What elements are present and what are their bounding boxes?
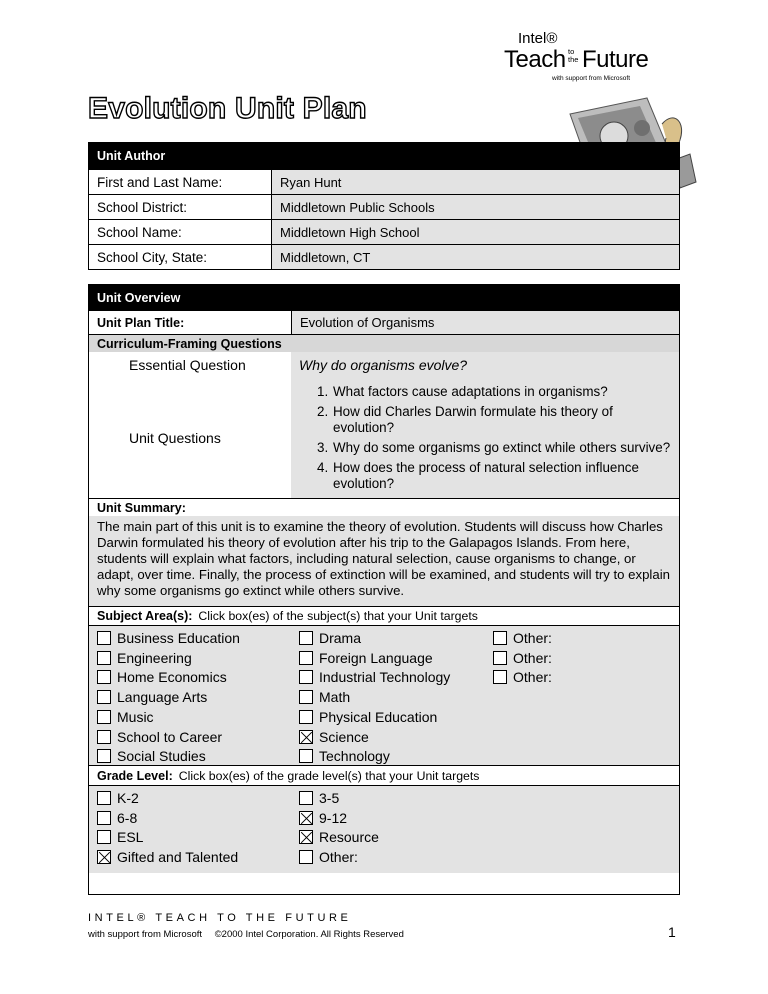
logo-intel-text: Intel® [518,30,558,47]
author-row-label: School District: [97,199,188,215]
checkbox-option[interactable] [97,748,206,764]
unit-question-item: 1. What factors cause adaptations in organisms? [317,384,608,399]
logo-to-the-text: to the [568,47,579,64]
footer-brand: INTEL® TEACH TO THE FUTURE [88,912,352,924]
checked-checkbox-icon[interactable] [299,730,313,744]
checkbox-option[interactable] [299,849,358,865]
checkbox-icon[interactable] [299,850,313,864]
checkbox-option[interactable] [97,810,137,826]
checkbox-icon[interactable] [97,730,111,744]
unit-question-item: 2. How did Charles Darwin formulate his theory of evolution? [317,404,613,435]
checkbox-label: School to Career [117,728,223,745]
grade-level-hint: Click box(es) of the grade level(s) that your Unit targets [178,768,480,783]
curriculum-framing-questions-label: Curriculum-Framing Questions [89,334,679,352]
checkbox-option[interactable] [97,849,238,865]
unit-overview-table [88,284,680,895]
unit-summary-label: Unit Summary: [89,498,679,516]
checkbox-label: Language Arts [117,689,208,706]
checkbox-icon[interactable] [97,651,111,665]
checkbox-option[interactable] [97,689,207,705]
checkbox-label: Social Studies [117,748,206,765]
author-row [89,244,679,269]
checkbox-label: Industrial Technology [319,669,451,686]
footer-copyright: ©2000 Intel Corporation. All Rights Reserved [214,929,404,940]
checkbox-icon[interactable] [299,670,313,684]
checkbox-option[interactable] [97,790,139,806]
checked-checkbox-icon[interactable] [299,811,313,825]
checkbox-label: Other: [513,669,552,686]
checkbox-icon[interactable] [97,811,111,825]
essential-question-label: Essential Question [129,357,246,373]
checkbox-icon[interactable] [299,690,313,704]
checkbox-option[interactable] [299,810,347,826]
subject-area-row [89,606,679,625]
checkbox-icon[interactable] [299,631,313,645]
logo-support-text: with support from Microsoft [552,75,631,82]
checkbox-option[interactable] [299,669,450,685]
checkbox-option[interactable] [299,729,369,745]
checkbox-icon[interactable] [97,830,111,844]
checkbox-icon[interactable] [493,651,507,665]
checkbox-option[interactable] [97,829,143,845]
checkbox-icon[interactable] [97,791,111,805]
unit-questions-list[interactable] [291,378,679,498]
footer-support-line [88,929,404,940]
checkbox-option[interactable] [97,650,192,666]
checked-checkbox-icon[interactable] [97,850,111,864]
unit-questions-label: Unit Questions [129,430,221,446]
page-number: 1 [668,924,676,940]
checkbox-option[interactable] [299,630,361,646]
grade-level-row [89,765,679,785]
checkbox-label: ESL [117,829,144,846]
checkbox-option[interactable] [299,829,379,845]
checkbox-label: 9-12 [319,809,348,826]
checkbox-label: Business Education [117,630,240,646]
subject-area-label: Subject Area(s): [97,609,193,623]
checkbox-icon[interactable] [97,749,111,763]
checkbox-icon[interactable] [299,651,313,665]
unit-author-header: Unit Author [89,143,679,169]
checkbox-icon[interactable] [97,690,111,704]
logo-future-text: Future [582,46,649,73]
author-row-value[interactable]: Middletown Public Schools [271,195,679,219]
unit-plan-title-label: Unit Plan Title: [97,315,185,330]
checkbox-icon[interactable] [299,791,313,805]
unit-plan-title-value[interactable]: Evolution of Organisms [291,311,679,334]
checkbox-label: Other: [513,630,552,646]
checkbox-icon[interactable] [97,670,111,684]
author-row-label: First and Last Name: [97,174,223,190]
checkbox-option[interactable] [97,729,222,745]
unit-plan-title-row [89,310,679,334]
author-row-value[interactable]: Middletown High School [271,220,679,244]
grade-level-label: Grade Level: [97,768,173,783]
checkbox-label: Gifted and Talented [117,849,239,866]
checkbox-option[interactable] [299,748,390,764]
checkbox-option[interactable] [299,790,339,806]
checkbox-option[interactable] [299,709,437,725]
checkbox-option[interactable] [97,669,227,685]
checkbox-icon[interactable] [97,710,111,724]
checkbox-option[interactable] [299,650,433,666]
checkbox-option[interactable] [97,630,240,646]
checkbox-option[interactable] [299,689,350,705]
unit-summary-text[interactable]: The main part of this unit is to examine the theory of evolution. Students will discuss how Charles Darwin formulated his theory of evolution after his trip to the Galapagos Islands. From here, students will explain what factors, including natural selection, cause organisms to change, or adapt, over time. Finally, the process of extinction will be examined, and students will try to explain why some organisms go extinct while others survive. [89,516,679,606]
checkbox-icon[interactable] [97,631,111,645]
checkbox-option[interactable] [97,709,154,725]
author-row [89,194,679,219]
author-row-label: School Name: [97,224,182,240]
unit-questions-row [89,378,679,498]
author-row [89,169,679,194]
subject-area-hint: Click box(es) of the subject(s) that your Unit targets [198,609,478,623]
checkbox-label: Math [319,689,351,706]
essential-question-row [89,352,679,378]
checkbox-option[interactable] [493,650,552,666]
checkbox-label: 6-8 [117,809,138,826]
checkbox-label: Physical Education [319,708,438,725]
logo-teach-text: Teach [504,46,566,73]
checkbox-label: Engineering [117,649,192,666]
checkbox-label: Science [319,728,369,745]
unit-author-table [88,142,680,270]
checkbox-icon[interactable] [299,749,313,763]
checkbox-label: Resource [319,829,379,846]
page-footer [88,912,404,940]
checked-checkbox-icon[interactable] [299,830,313,844]
checkbox-label: 3-5 [319,790,340,806]
checkbox-icon[interactable] [299,710,313,724]
page-title: Evolution Unit Plan [88,92,367,125]
checkbox-label: Foreign Language [319,649,433,666]
unit-overview-header: Unit Overview [89,285,679,310]
checkbox-icon[interactable] [493,631,507,645]
checkbox-label: Other: [319,849,358,866]
author-row-value[interactable]: Middletown, CT [271,245,679,269]
checkbox-label: K-2 [117,790,139,806]
unit-question-item: 4. How does the process of natural selection influence evolution? [317,460,639,491]
author-row-value[interactable]: Ryan Hunt [271,170,679,194]
checkbox-label: Other: [513,649,552,666]
essential-question-value[interactable]: Why do organisms evolve? [291,352,679,378]
footer-support: with support from Microsoft [88,929,203,940]
checkbox-option[interactable] [493,630,552,646]
checkbox-label: Drama [319,630,362,646]
author-row [89,219,679,244]
checkbox-label: Home Economics [117,669,227,686]
checkbox-option[interactable] [493,669,552,685]
author-row-label: School City, State: [97,249,208,265]
checkbox-label: Technology [319,748,390,765]
checkbox-icon[interactable] [493,670,507,684]
unit-question-item: 3. Why do some organisms go extinct while others survive? [317,440,671,455]
checkbox-label: Music [117,708,154,725]
